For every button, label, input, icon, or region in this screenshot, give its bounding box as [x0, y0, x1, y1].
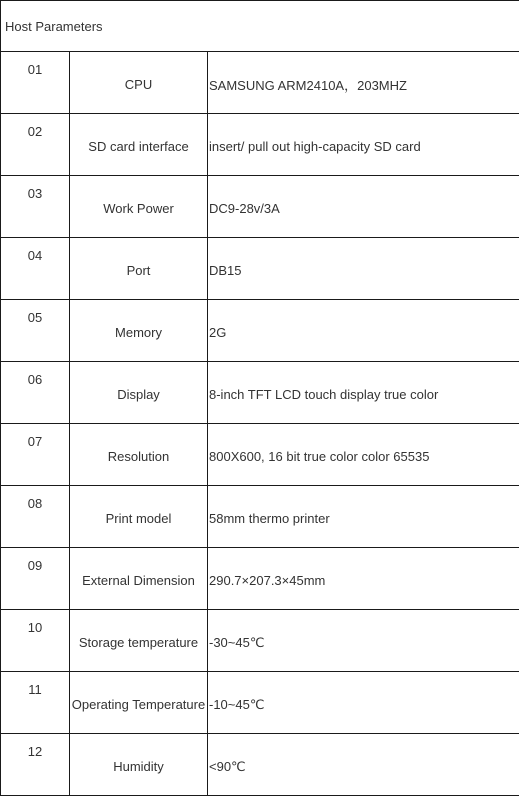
parameter-label: Print model [70, 486, 208, 548]
parameter-value: DB15 [208, 238, 519, 300]
table-row [1, 424, 519, 486]
row-number: 03 [1, 176, 70, 238]
parameter-label: Storage temperature [70, 610, 208, 672]
parameter-label: Display [70, 362, 208, 424]
parameter-value: 800X600, 16 bit true color color 65535 [208, 424, 519, 486]
parameter-label: CPU [70, 52, 208, 114]
row-number: 01 [1, 52, 70, 114]
parameter-label: Operating Temperature [70, 672, 208, 734]
table-row [1, 734, 519, 796]
parameter-label: Port [70, 238, 208, 300]
parameter-label: Memory [70, 300, 208, 362]
parameter-value: -30~45℃ [208, 610, 519, 672]
row-number: 09 [1, 548, 70, 610]
table-row [1, 548, 519, 610]
parameter-value: SAMSUNG ARM2410A，203MHZ [208, 52, 519, 114]
row-number: 04 [1, 238, 70, 300]
row-number: 08 [1, 486, 70, 548]
title-row [1, 1, 519, 52]
table-row [1, 362, 519, 424]
table-row [1, 300, 519, 362]
parameter-label: Resolution [70, 424, 208, 486]
parameter-label: Work Power [70, 176, 208, 238]
row-number: 02 [1, 114, 70, 176]
parameter-label: External Dimension [70, 548, 208, 610]
row-number: 10 [1, 610, 70, 672]
row-number: 12 [1, 734, 70, 796]
row-number: 05 [1, 300, 70, 362]
parameter-value: 2G [208, 300, 519, 362]
table-title: Host Parameters [1, 1, 519, 52]
parameter-label: Humidity [70, 734, 208, 796]
table-row [1, 238, 519, 300]
table-row [1, 486, 519, 548]
parameter-value: DC9-28v/3A [208, 176, 519, 238]
parameter-value: insert/ pull out high-capacity SD card [208, 114, 519, 176]
parameter-value: 8-inch TFT LCD touch display true color [208, 362, 519, 424]
parameter-value: 58mm thermo printer [208, 486, 519, 548]
row-number: 06 [1, 362, 70, 424]
parameter-label: SD card interface [70, 114, 208, 176]
table-row [1, 114, 519, 176]
row-number: 11 [1, 672, 70, 734]
parameter-value: <90℃ [208, 734, 519, 796]
table-row [1, 176, 519, 238]
parameter-value: -10~45℃ [208, 672, 519, 734]
parameter-value: 290.7×207.3×45mm [208, 548, 519, 610]
table-row [1, 672, 519, 734]
table-row [1, 52, 519, 114]
row-number: 07 [1, 424, 70, 486]
table-row [1, 610, 519, 672]
